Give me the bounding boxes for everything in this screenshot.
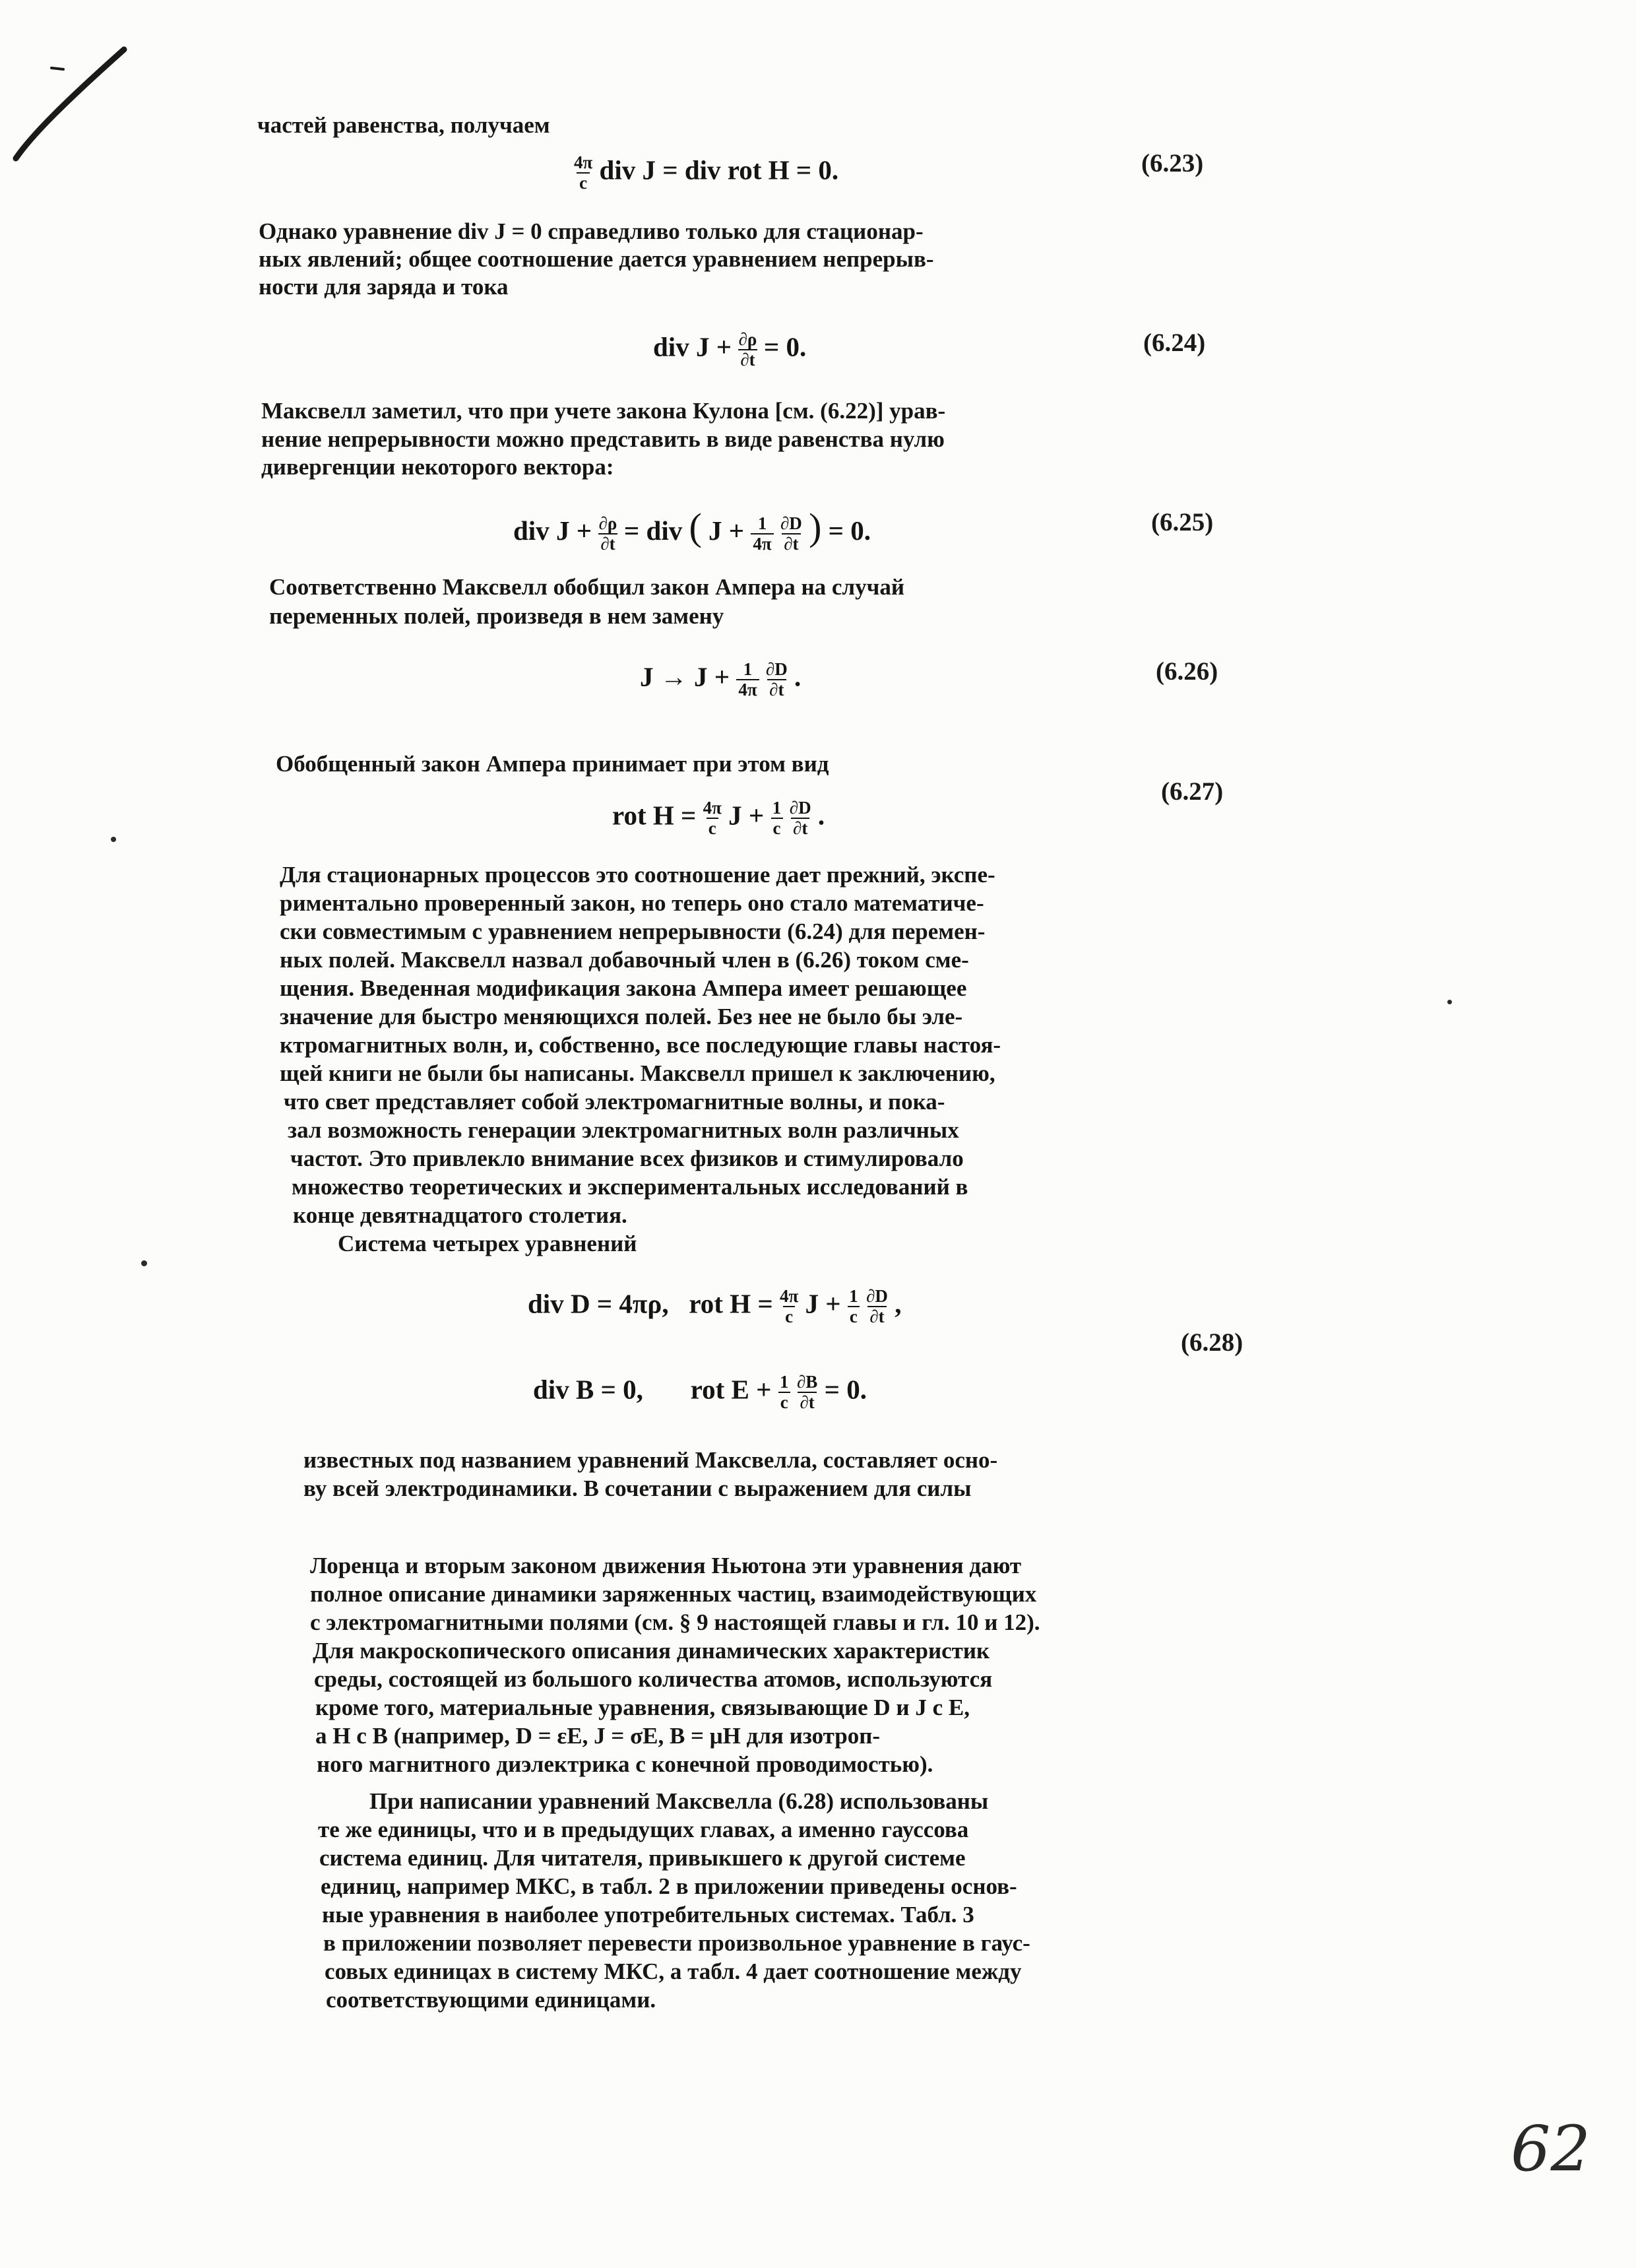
text-line: среды, состоящей из большого количества атомов, используются [314,1666,993,1692]
text-line: с электромагнитными полями (см. § 9 настоящей главы и гл. 10 и 12). [310,1609,1040,1635]
text-line: Для макроскопического описания динамических характеристик [313,1638,990,1664]
text-line: в приложении позволяет перевести произвольное уравнение в гаус- [323,1930,1030,1956]
equation-number: (6.28) [1181,1328,1243,1357]
text-line: ктромагнитных волн, и, собственно, все последующие главы настоя- [280,1032,1001,1058]
text-line: конце девятнадцатого столетия. [293,1202,627,1228]
speck [1447,1000,1452,1004]
text-line: дивергенции некоторого вектора: [261,454,614,480]
equation-number: (6.24) [1143,329,1206,357]
equation-6-25: div J + ∂ρ ∂t = div ( J + 1 4π ∂D ∂t ) = 0. [513,505,871,554]
text-line: ности для заряда и тока [259,274,509,300]
equation-6-26: J → J + 1 4π ∂D ∂t . [640,659,802,699]
text-line: зал возможность генерации электромагнитных волн различных [288,1117,959,1143]
text-line: Обобщенный закон Ампера принимает при этом вид [276,751,829,777]
text-line: совых единицах в систему МКС, а табл. 4 дает соотношение между [325,1959,1022,1984]
text-line: При написании уравнений Максвелла (6.28) использованы [369,1788,989,1814]
text-line: полное описание динамики заряженных частиц, взаимодействующих [310,1581,1037,1607]
text-line: ные уравнения в наиболее употребительных системах. Табл. 3 [322,1902,974,1928]
text-line: риментально проверенный закон, но теперь оно стало математиче- [280,890,984,916]
text-line: известных под названием уравнений Максвелла, составляет осно- [303,1447,998,1473]
text-line: Для стационарных процессов это соотношение дает прежний, экспе- [280,862,995,888]
equation-6-27: rot H = 4π c J + 1 c ∂D ∂t . [612,798,825,838]
equation-number: (6.27) [1161,777,1224,806]
speck [141,1260,147,1266]
text-line: ного магнитного диэлектрика с конечной проводимостью). [317,1751,933,1777]
equation-6-28-row2: div B = 0, rot E + 1 c ∂B ∂t = 0. [533,1372,867,1412]
equation-6-24: div J + ∂ρ ∂t = 0. [653,329,807,370]
text-line: ски совместимым с уравнением непрерывности (6.24) для перемен- [280,919,986,944]
text-line: ных явлений; общее соотношение дается уравнением непрерыв- [259,246,934,272]
text-line: Однако уравнение div J = 0 справедливо только для стационар- [259,218,924,244]
text-line: частот. Это привлекло внимание всех физиков и стимулировало [290,1146,964,1171]
equation-number: (6.26) [1156,657,1218,686]
page-number: 62 [1511,2113,1590,2186]
text-line: щей книги не были бы написаны. Максвелл пришел к заключению, [280,1060,995,1086]
text-line: Лоренца и вторым законом движения Ньютона эти уравнения дают [310,1553,1022,1578]
equation-6-28-row1: div D = 4πρ, rot H = 4π c J + 1 c ∂D ∂t , [528,1286,902,1326]
text-line: Система четырех уравнений [338,1231,637,1256]
text-line: кроме того, материальные уравнения, связывающие D и J c E, [315,1695,970,1720]
text-line: частей равенства, получаем [257,112,550,138]
speck [111,837,116,842]
text-line: что свет представляет собой электромагнитные волны, и пока- [284,1089,945,1115]
text-line: щения. Введенная модификация закона Ампера имеет решающее [280,975,967,1001]
text-line: нение непрерывности можно представить в виде равенства нулю [261,426,945,452]
text-line: переменных полей, произведя в нем замену [269,603,724,629]
text-line: ву всей электродинамики. В сочетании с выражением для силы [303,1475,972,1501]
text-line: соответствующими единицами. [326,1987,656,2013]
text-line: Соответственно Максвелл обобщил закон Ампера на случай [269,574,904,600]
text-line: а H c B (например, D = εE, J = σE, B = μH для изотроп- [315,1723,881,1749]
text-line: множество теоретических и экспериментальных исследований в [292,1174,968,1200]
text-line: система единиц. Для читателя, привыкшего к другой системе [319,1845,966,1871]
equation-number: (6.23) [1141,149,1204,178]
equation-number: (6.25) [1151,508,1214,536]
equation-6-23: 4π c div J = div rot H = 0. [574,152,839,193]
text-line: ных полей. Максвелл назвал добавочный член в (6.26) током сме- [280,947,969,973]
text-line: те же единицы, что и в предыдущих главах, а именно гауссова [318,1817,969,1842]
text-line: значение для быстро меняющихся полей. Без нее не было бы эле- [280,1004,963,1029]
text-line: Максвелл заметил, что при учете закона Кулона [см. (6.22)] урав- [261,398,946,424]
pen-mark-icon [12,36,144,168]
text-line: единиц, например МКС, в табл. 2 в приложении приведены основ- [321,1873,1017,1899]
